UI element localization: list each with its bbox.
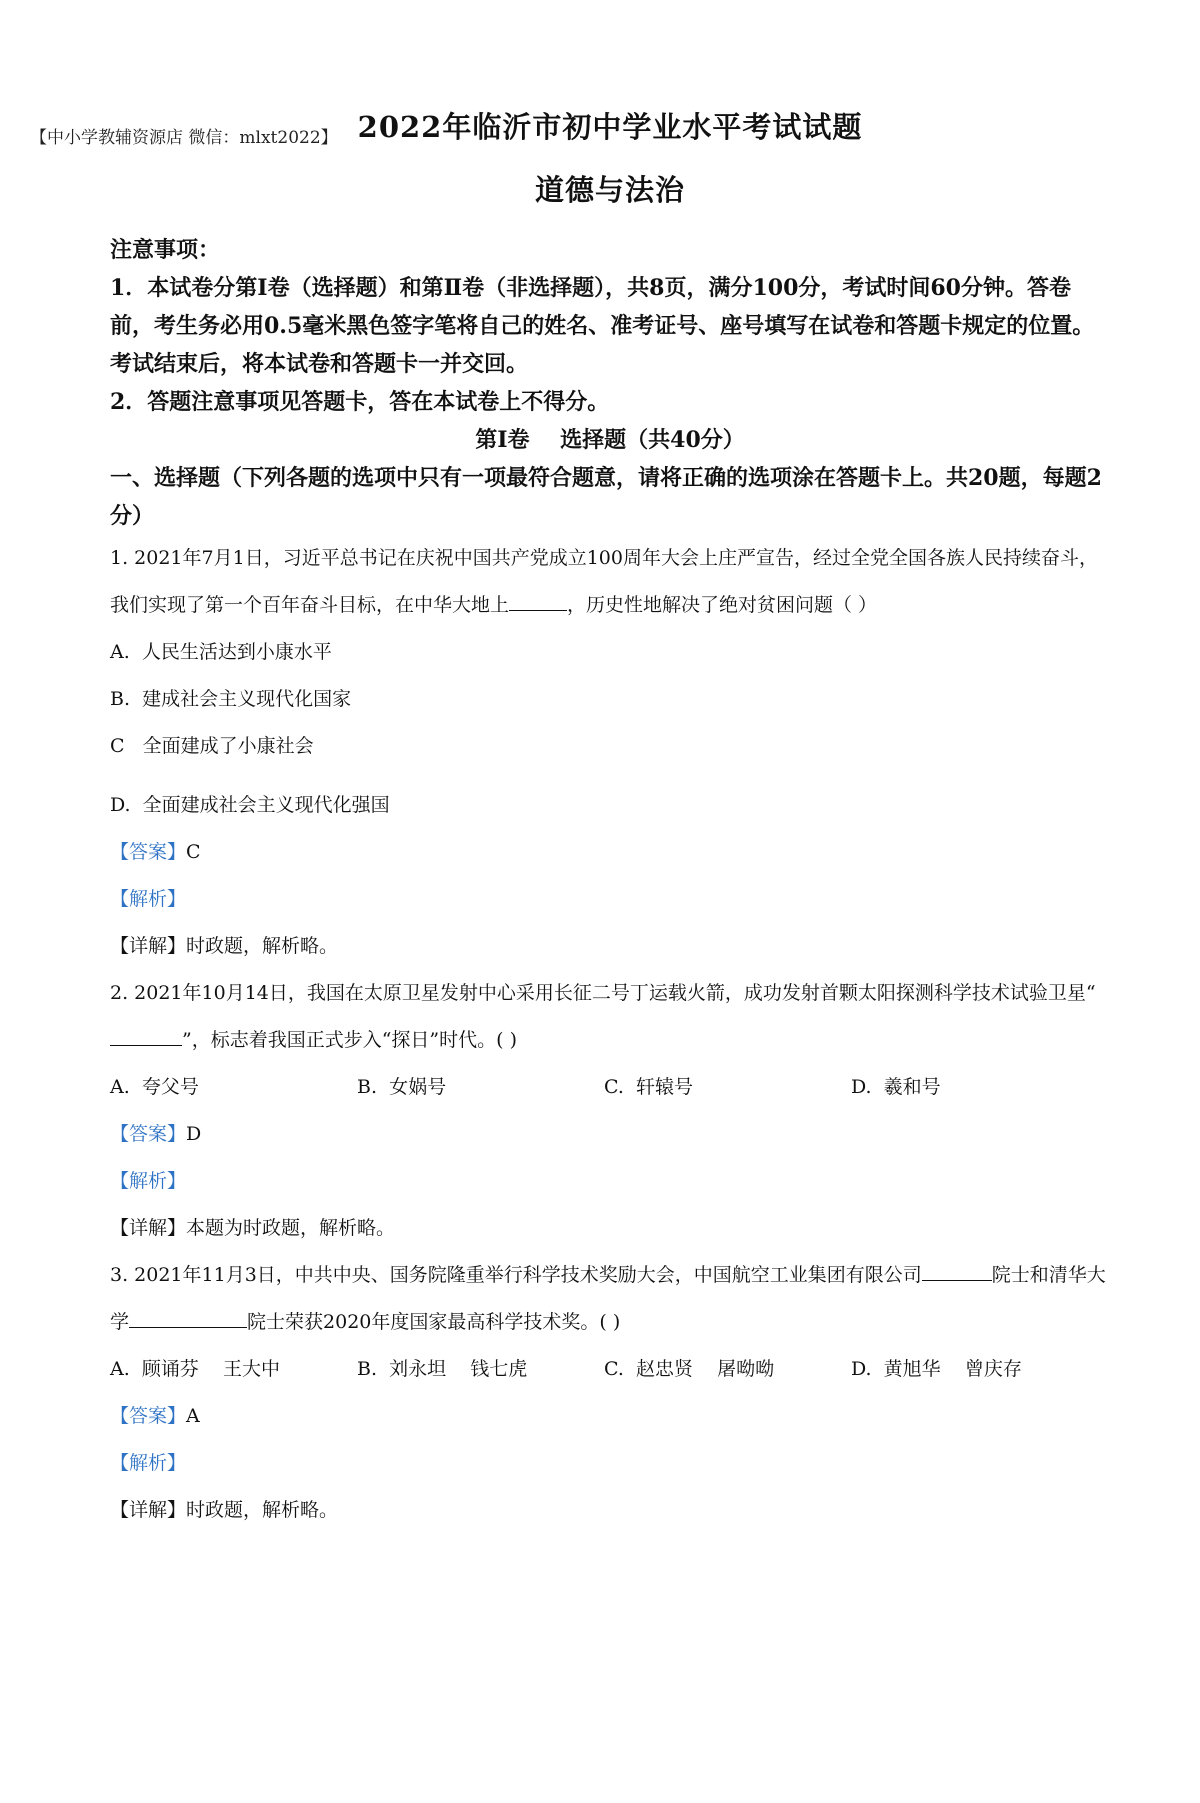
question-3-option-b: B. 刘永坦 钱七虎 xyxy=(357,1358,528,1380)
answer-blank xyxy=(110,1025,182,1046)
question-1-stem: 1. 2021年7月1日，习近平总书记在庆祝中国共产党成立100周年大会上庄严宣告，经过全党全国各族人民持续奋斗，我们实现了第一个百年奋斗目标，在中华大地上 ，历史性地解决了绝对贫困问题（ ） xyxy=(110,547,1098,616)
question-1-option-a: A. 人民生活达到小康水平 xyxy=(110,641,332,663)
question-2-analysis: 【解析】 xyxy=(110,1170,187,1192)
page-title: 2022年临沂市初中学业水平考试试题 xyxy=(357,110,863,144)
question-3-option-a: A. 顾诵芬 王大中 xyxy=(110,1358,280,1380)
answer-blank xyxy=(922,1260,992,1281)
question-1-option-c: C 全面建成了小康社会 xyxy=(110,735,314,757)
question-2-answer: 【答案】D xyxy=(110,1123,202,1145)
question-1-option-b: B. 建成社会主义现代化国家 xyxy=(110,688,352,710)
question-1-detail: 【详解】时政题，解析略。 xyxy=(110,935,339,957)
question-3-detail: 【详解】时政题，解析略。 xyxy=(110,1499,339,1521)
question-3-options xyxy=(110,1346,1110,1393)
question-1-analysis: 【解析】 xyxy=(110,888,187,910)
question-2-option-d: D. 羲和号 xyxy=(851,1076,941,1098)
question-1-option-d: D. 全面建成社会主义现代化强国 xyxy=(110,794,390,816)
watermark: 【中小学教辅资源店 微信：mlxt2022】 xyxy=(30,128,338,148)
notice-item-2: 2．答题注意事项见答题卡，答在本试卷上不得分。 xyxy=(110,389,610,415)
question-3-stem: 3. 2021年11月3日，中共中央、国务院隆重举行科学技术奖励大会，中国航空工业集团有限公司 院士和清华大学 院士荣获2020年度国家最高科学技术奖。( ) xyxy=(110,1252,1110,1346)
notice-item-1: 1．本试卷分第Ⅰ卷（选择题）和第Ⅱ卷（非选择题），共8页，满分100分，考试时间60分钟。答卷前，考生务必用0.5毫米黑色签字笔将自己的姓名、准考证号、座号填写在试卷和答题卡规定的位置。考试结束后，将本试卷和答题卡一并交回。 xyxy=(110,275,1095,377)
part-heading: 一、选择题（下列各题的选项中只有一项最符合题意，请将正确的选项涂在答题卡上。共20题，每题2分） xyxy=(110,465,1102,529)
question-2-options xyxy=(110,1064,1110,1111)
question-2-option-c: C. 轩辕号 xyxy=(604,1076,693,1098)
question-1-answer: 【答案】C xyxy=(110,841,201,863)
exam-page xyxy=(0,105,1200,1803)
question-3-option-d: D. 黄旭华 曾庆存 xyxy=(851,1358,1022,1380)
question-2-option-b: B. 女娲号 xyxy=(357,1076,447,1098)
section-title: 第Ⅰ卷 选择题（共40分） xyxy=(475,427,745,453)
question-3-analysis: 【解析】 xyxy=(110,1452,187,1474)
question-3-option-c: C. 赵忠贤 屠呦呦 xyxy=(604,1358,775,1380)
question-3-answer: 【答案】A xyxy=(110,1405,200,1427)
page-subtitle: 道德与法治 xyxy=(534,173,685,207)
answer-blank xyxy=(129,1307,247,1328)
answer-blank xyxy=(509,590,567,611)
question-2-stem: 2. 2021年10月14日，我国在太原卫星发射中心采用长征二号丁运载火箭，成功发射首颗太阳探测科学技术试验卫星“”，标志着我国正式步入“探日”时代。( ) xyxy=(110,982,1096,1051)
notice-heading: 注意事项： xyxy=(110,237,221,263)
question-2-detail: 【详解】本题为时政题，解析略。 xyxy=(110,1217,396,1239)
question-2-option-a: A. 夸父号 xyxy=(110,1076,199,1098)
